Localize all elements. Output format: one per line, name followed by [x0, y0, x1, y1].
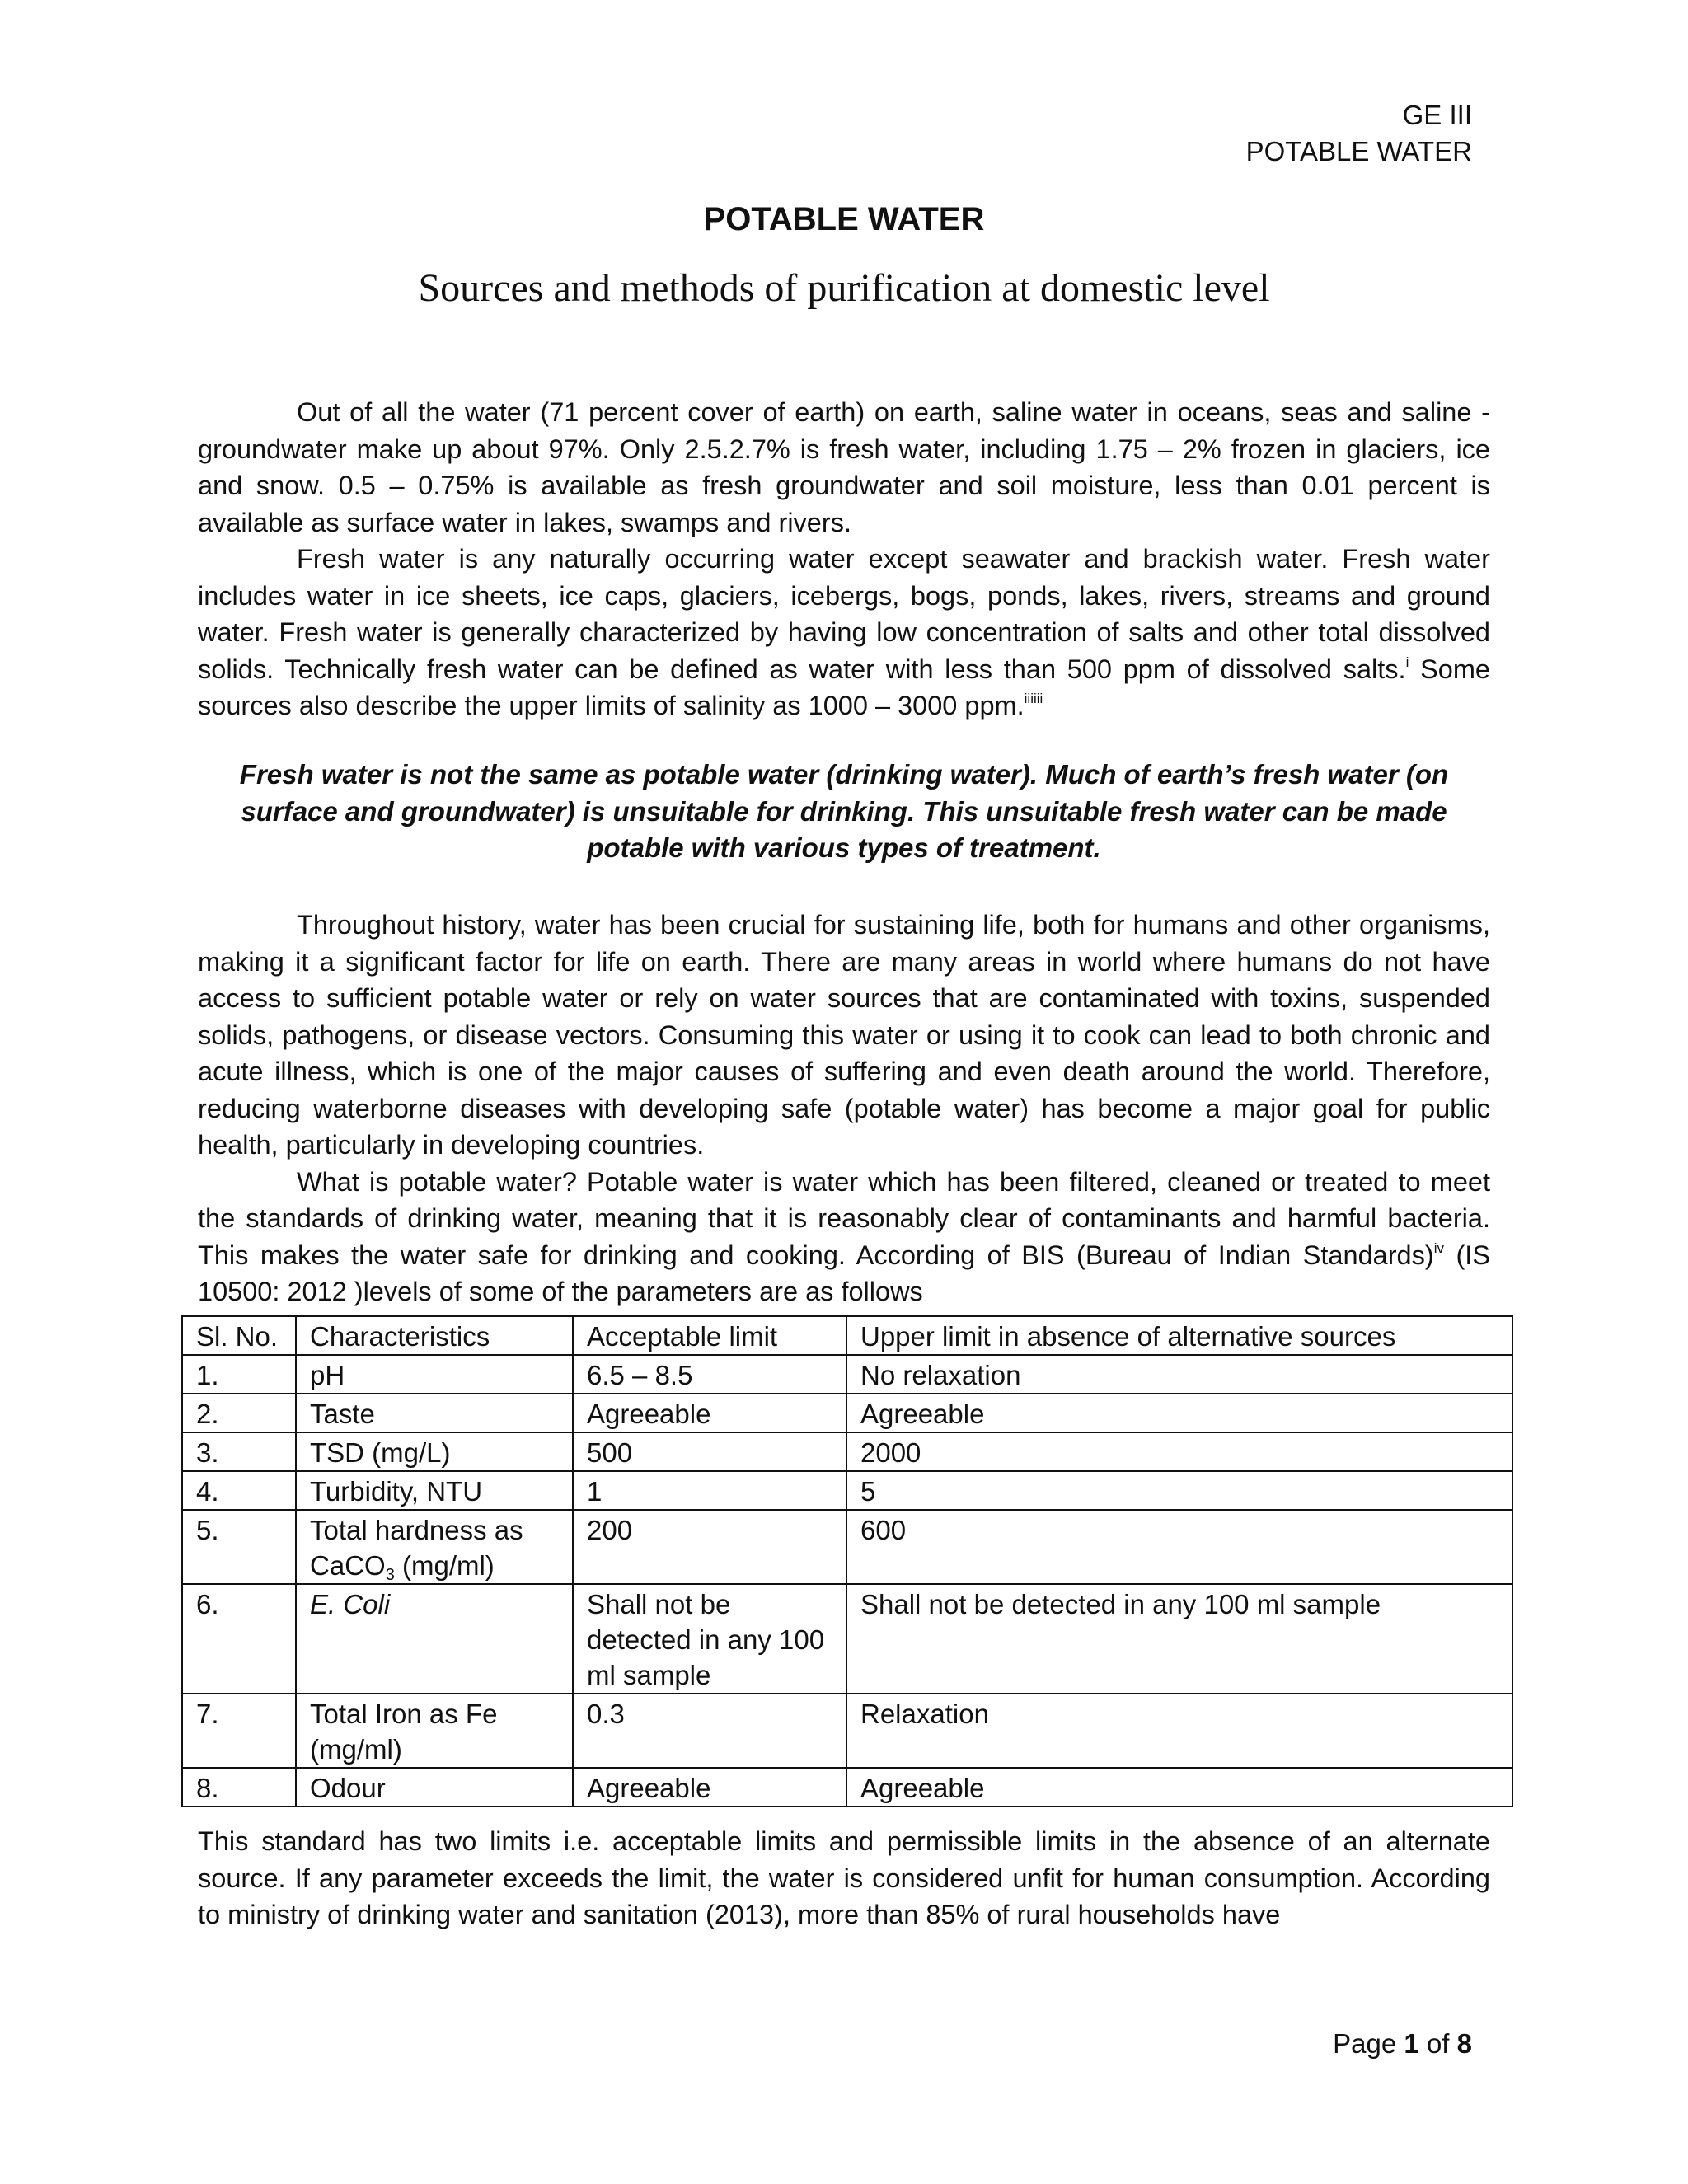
cell-no: 7. — [182, 1694, 296, 1768]
header-topic: POTABLE WATER — [1245, 136, 1472, 166]
column-header-sl-no: Sl. No. — [182, 1316, 296, 1355]
cell-upper: 600 — [846, 1510, 1512, 1584]
cell-upper: Agreeable — [846, 1768, 1512, 1807]
column-header-acceptable-limit: Acceptable limit — [573, 1316, 846, 1355]
running-header — [1246, 97, 1472, 170]
header-course: GE III — [1402, 100, 1472, 130]
cell-characteristic: Total Iron as Fe (mg/ml) — [296, 1694, 573, 1768]
bis-parameters-table — [181, 1315, 1513, 1807]
table-row — [182, 1394, 1512, 1432]
cell-upper: Relaxation — [846, 1694, 1512, 1768]
footnote-ref: iv — [1433, 1240, 1444, 1256]
cell-characteristic: TSD (mg/L) — [296, 1432, 573, 1471]
cell-upper: 2000 — [846, 1432, 1512, 1471]
table-row — [182, 1432, 1512, 1471]
page-subtitle: Sources and methods of purification at domestic level — [418, 266, 1270, 310]
table-row — [182, 1471, 1512, 1510]
cell-acceptable: 200 — [573, 1510, 846, 1584]
cell-acceptable: 0.3 — [573, 1694, 846, 1768]
cell-upper: 5 — [846, 1471, 1512, 1510]
cell-acceptable: 6.5 – 8.5 — [573, 1355, 846, 1394]
paragraph-potable-definition: What is potable water? Potable water is water which has been filtered, cleaned or treated to meet the standards of drinking water, meaning that it is reasonably clear of contaminants and harmful bacteria. This makes the water safe for drinking and cooking. According of BIS (Bureau of Indian Standards)$^{iv}$ (IS 10500: 2012 )levels of some of the parameters are as follows — [198, 1166, 1490, 1306]
cell-upper: Shall not be detected in any 100 ml sample — [846, 1584, 1512, 1694]
paragraph-fresh-water: Fresh water is any naturally occurring water except seawater and brackish water. Fresh water includes water in ice sheets, ice caps, glaciers, icebergs, bogs, ponds, lakes, rivers, streams and ground water. Fresh water is generally characterized by having low concentration of salts and other total dissolved solids. Technically fresh water can be defined as water with less than 500 ppm of dissolved salts.$^i$ Some sources also describe the upper limits of salinity as 1000 – 3000 ppm.$^{iiiiii}$ — [198, 544, 1490, 720]
cell-characteristic: Taste — [296, 1394, 573, 1432]
table-row — [182, 1584, 1512, 1694]
table-row — [182, 1510, 1512, 1584]
cell-characteristic: pH — [296, 1355, 573, 1394]
cell-no: 3. — [182, 1432, 296, 1471]
table-header-row — [182, 1316, 1512, 1355]
cell-no: 5. — [182, 1510, 296, 1584]
emphasis-paragraph: Fresh water is not the same as potable water (drinking water). Much of earth’s fresh water (on surface and groundwater) is unsuitable for drinking. This unsuitable fresh water can be made potable with various types of treatment. — [239, 759, 1449, 863]
cell-no: 6. — [182, 1584, 296, 1694]
cell-upper: No relaxation — [846, 1355, 1512, 1394]
cell-no: 1. — [182, 1355, 296, 1394]
footnote-ref: i — [1405, 654, 1409, 670]
paragraph-standard-limits: This standard has two limits i.e. acceptable limits and permissible limits in the absence of an alternate source. If any parameter exceeds the limit, the water is considered unfit for human consumption. According to ministry of drinking water and sanitation (2013), more than 85% of rural households have — [198, 1826, 1490, 1929]
cell-characteristic: Total hardness as CaCO$_3$ (mg/ml) — [296, 1510, 573, 1584]
cell-characteristic: E. Coli — [296, 1584, 573, 1694]
cell-acceptable: Agreeable — [573, 1394, 846, 1432]
cell-characteristic: Odour — [296, 1768, 573, 1807]
paragraph-water-distribution: Out of all the water (71 percent cover of earth) on earth, saline water in oceans, seas and saline - groundwater make up about 97%. Only 2.5.2.7% is fresh water, including 1.75 – 2% frozen in glaciers, ice and snow. 0.5 – 0.75% is available as fresh groundwater and soil moisture, less than 0.01 percent is available as surface water in lakes, swamps and rivers. — [198, 397, 1490, 537]
page-number: Page 1 of 8 — [1333, 2028, 1472, 2059]
page-title: POTABLE WATER — [703, 201, 985, 237]
table-row — [182, 1694, 1512, 1768]
cell-acceptable: Agreeable — [573, 1768, 846, 1807]
footnote-ref: iiiiii — [1024, 691, 1043, 706]
cell-upper: Agreeable — [846, 1394, 1512, 1432]
current-page: 1 — [1404, 2028, 1419, 2059]
table-row — [182, 1355, 1512, 1394]
column-header-upper-limit: Upper limit in absence of alternative sources — [846, 1316, 1512, 1355]
column-header-characteristics: Characteristics — [296, 1316, 573, 1355]
table-row — [182, 1768, 1512, 1807]
paragraph-history: Throughout history, water has been crucial for sustaining life, both for humans and other organisms, making it a significant factor for life on earth. There are many areas in world where humans do not have access to sufficient potable water or rely on water sources that are contaminated with toxins, suspended solids, pathogens, or disease vectors. Consuming this water or using it to cook can lead to both chronic and acute illness, which is one of the major causes of suffering and even death around the world. Therefore, reducing waterborne diseases with developing safe (potable water) has become a major goal for public health, particularly in developing countries. — [198, 910, 1490, 1160]
standard-section — [198, 1823, 1490, 1933]
cell-acceptable: Shall not be detected in any 100 ml sample — [573, 1584, 846, 1694]
total-pages: 8 — [1456, 2028, 1472, 2059]
intro-section — [198, 394, 1490, 724]
cell-no: 4. — [182, 1471, 296, 1510]
cell-characteristic: Turbidity, NTU — [296, 1471, 573, 1510]
cell-no: 8. — [182, 1768, 296, 1807]
cell-acceptable: 500 — [573, 1432, 846, 1471]
potable-section — [198, 907, 1490, 1310]
cell-no: 2. — [182, 1394, 296, 1432]
cell-acceptable: 1 — [573, 1471, 846, 1510]
